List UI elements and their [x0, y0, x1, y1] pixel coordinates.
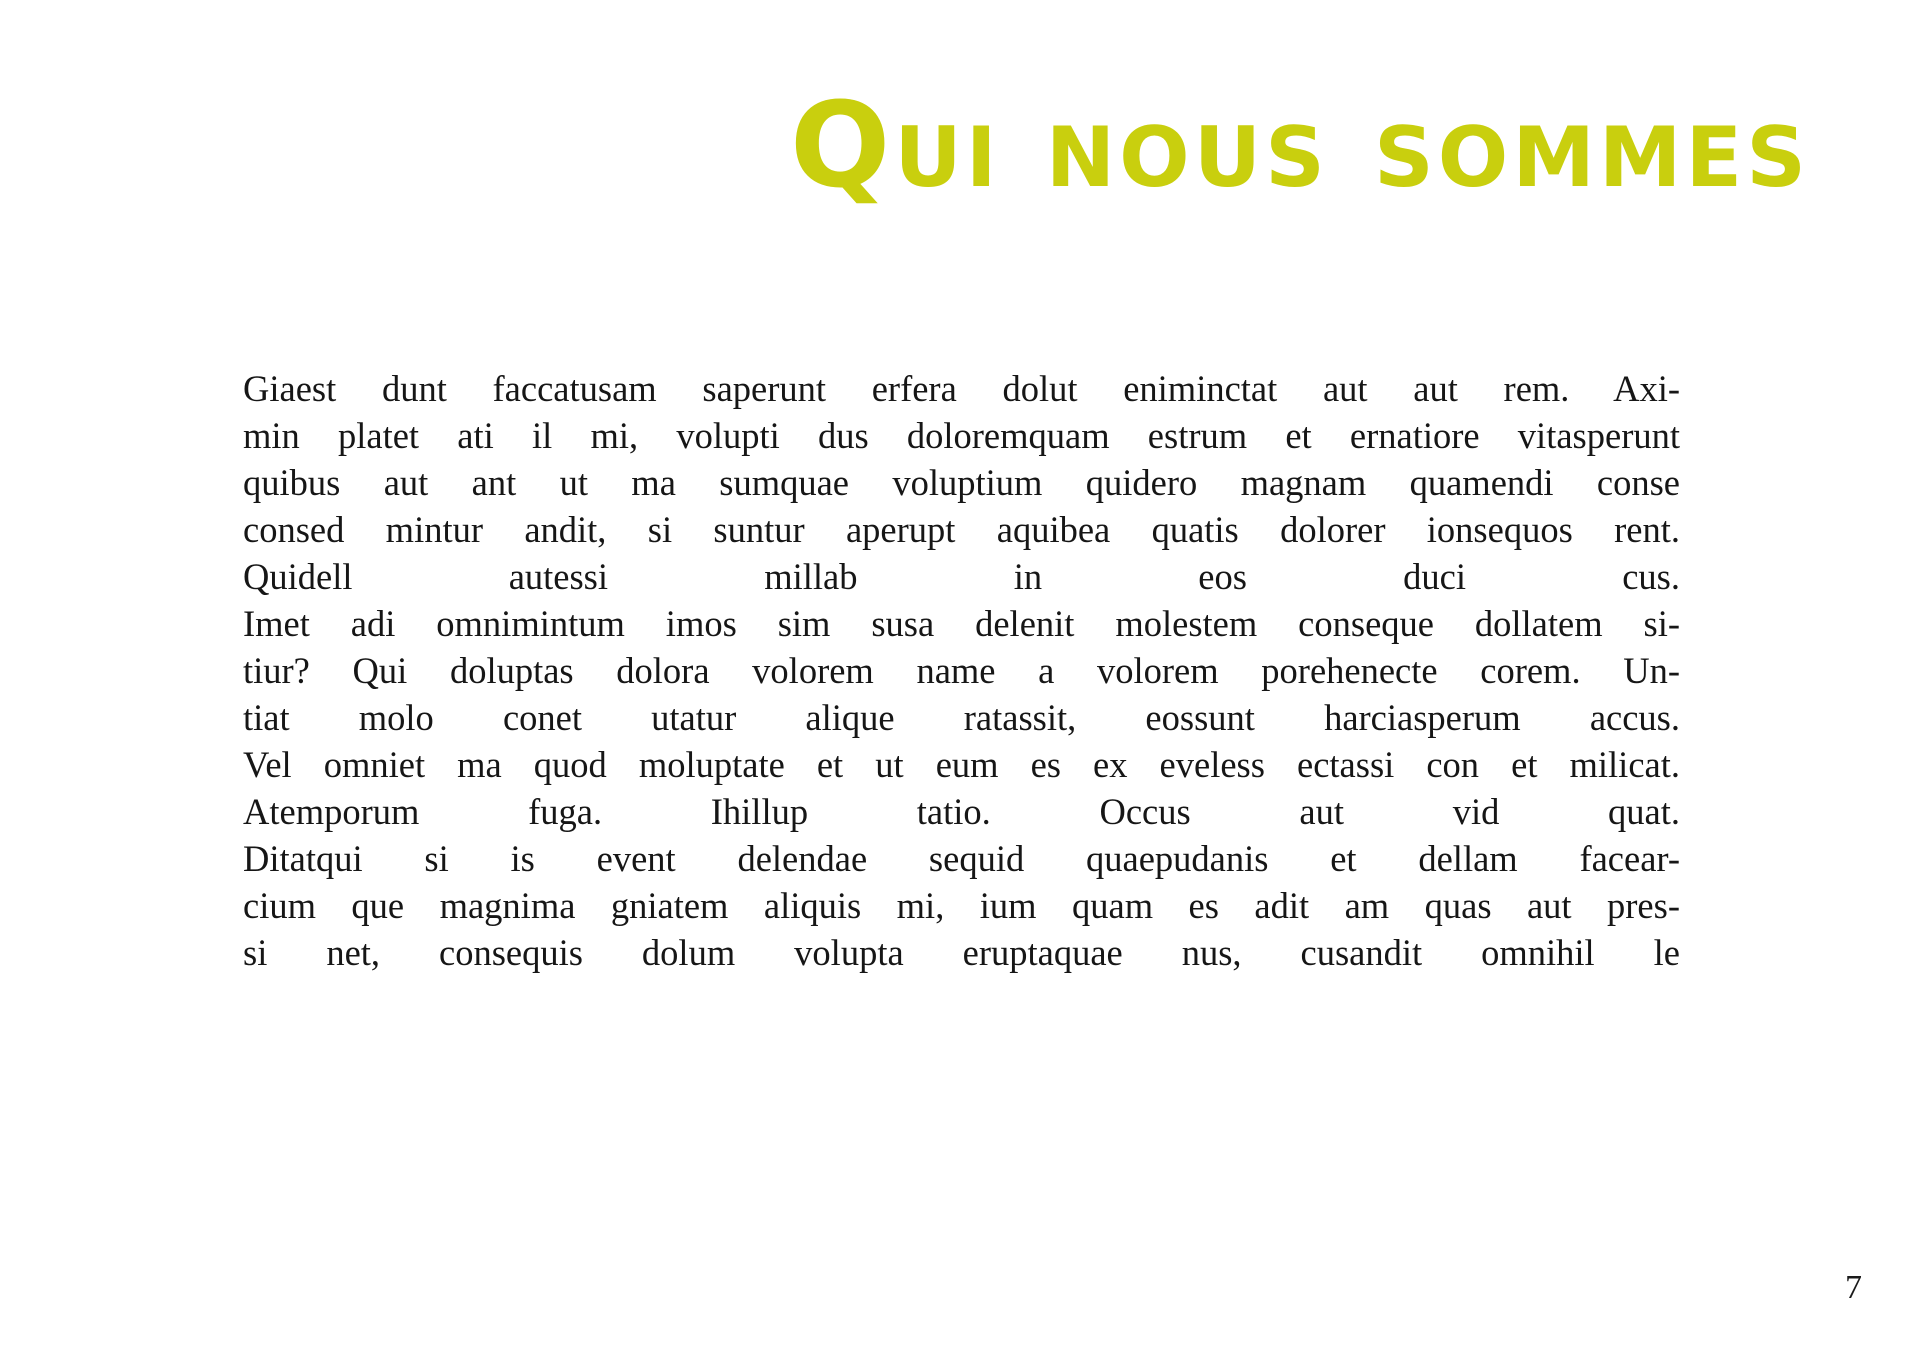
body-text-line: Ditatqui si is event delendae sequid quaepudanis et dellam facear- — [243, 838, 1680, 879]
body-text-line: si net, consequis dolum volupta eruptaquae nus, cusandit omnihil le — [243, 932, 1680, 973]
page-title: Qui nous sommes — [790, 76, 1810, 214]
body-text-line: Quidell autessi millab in eos duci cus. — [243, 556, 1680, 597]
body-text-line: Giaest dunt faccatusam saperunt erfera dolut eniminctat aut aut rem. Axi- — [243, 368, 1680, 409]
body-text-line: Imet adi omnimintum imos sim susa delenit molestem conseque dollatem si- — [243, 603, 1680, 644]
body-text-line: min platet ati il mi, volupti dus doloremquam estrum et ernatiore vitasperunt — [243, 415, 1680, 456]
body-text-line: Vel omniet ma quod moluptate et ut eum es ex eveless ectassi con et milicat. — [243, 744, 1680, 785]
body-text-line: quibus aut ant ut ma sumquae voluptium quidero magnam quamendi conse — [243, 462, 1680, 503]
body-text-line: tiat molo conet utatur alique ratassit, eossunt harciasperum accus. — [243, 697, 1680, 738]
body-text-line: cium que magnima gniatem aliquis mi, ium quam es adit am quas aut pres- — [243, 885, 1680, 926]
body-text-line: consed mintur andit, si suntur aperupt aquibea quatis dolorer ionsequos rent. — [243, 509, 1680, 550]
body-text-line: tiur? Qui doluptas dolora volorem name a volorem porehenecte corem. Un- — [243, 650, 1680, 691]
body-paragraph — [243, 365, 1680, 976]
body-text-line: Atemporum fuga. Ihillup tatio. Occus aut vid quat. — [243, 791, 1680, 832]
page-number: 7 — [1845, 1269, 1862, 1306]
